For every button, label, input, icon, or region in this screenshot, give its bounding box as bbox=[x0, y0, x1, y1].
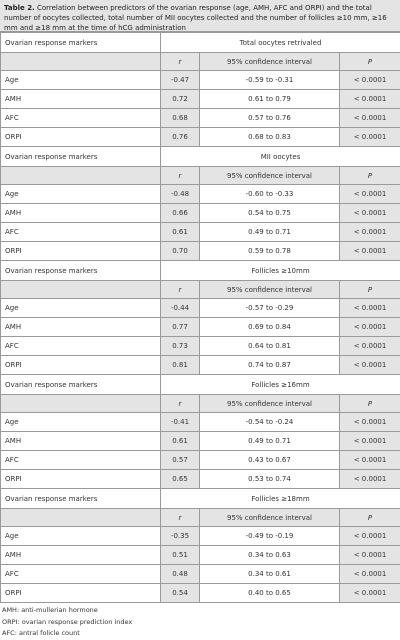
r-header: r bbox=[161, 167, 200, 185]
ci-cell: 0.40 to 0.65 bbox=[200, 584, 340, 603]
column-header-row bbox=[1, 53, 400, 71]
ci-header: 95% confidence interval bbox=[200, 53, 340, 71]
ci-cell: 0.49 to 0.71 bbox=[200, 223, 340, 242]
p-cell: < 0.0001 bbox=[340, 451, 400, 470]
p-cell: < 0.0001 bbox=[340, 71, 400, 90]
p-cell: < 0.0001 bbox=[340, 413, 400, 432]
section-title: Follicles ≥18mm bbox=[161, 489, 400, 509]
ci-cell: 0.49 to 0.71 bbox=[200, 432, 340, 451]
marker-cell: AMH bbox=[1, 318, 161, 337]
table-row bbox=[1, 318, 400, 337]
marker-cell: ORPI bbox=[1, 470, 161, 489]
p-cell: < 0.0001 bbox=[340, 527, 400, 546]
r-cell: 0.77 bbox=[161, 318, 200, 337]
footnote-orpi: ORPI: ovarian response prediction index bbox=[2, 617, 398, 629]
table-row bbox=[1, 71, 400, 90]
r-header: r bbox=[161, 395, 200, 413]
p-cell: < 0.0001 bbox=[340, 90, 400, 109]
ci-header: 95% confidence interval bbox=[200, 167, 340, 185]
ci-cell: -0.49 to -0.19 bbox=[200, 527, 340, 546]
marker-cell: AMH bbox=[1, 546, 161, 565]
footnotes bbox=[0, 603, 400, 640]
ci-cell: 0.61 to 0.79 bbox=[200, 90, 340, 109]
ci-cell: -0.60 to -0.33 bbox=[200, 185, 340, 204]
table-row bbox=[1, 527, 400, 546]
ci-cell: 0.34 to 0.61 bbox=[200, 565, 340, 584]
table-row bbox=[1, 584, 400, 603]
blank-header bbox=[1, 281, 161, 299]
r-cell: -0.41 bbox=[161, 413, 200, 432]
p-cell: < 0.0001 bbox=[340, 223, 400, 242]
table-row bbox=[1, 299, 400, 318]
section-header-row bbox=[1, 33, 400, 53]
ci-header: 95% confidence interval bbox=[200, 509, 340, 527]
table-row bbox=[1, 128, 400, 147]
column-header-row bbox=[1, 281, 400, 299]
section-header-row bbox=[1, 147, 400, 167]
r-cell: 0.70 bbox=[161, 242, 200, 261]
column-header-row bbox=[1, 167, 400, 185]
table-row bbox=[1, 204, 400, 223]
r-cell: 0.81 bbox=[161, 356, 200, 375]
section-header-row bbox=[1, 375, 400, 395]
ci-cell: 0.74 to 0.87 bbox=[200, 356, 340, 375]
markers-header: Ovarian response markers bbox=[1, 147, 161, 167]
markers-header: Ovarian response markers bbox=[1, 489, 161, 509]
p-cell: < 0.0001 bbox=[340, 337, 400, 356]
marker-cell: Age bbox=[1, 413, 161, 432]
table-row bbox=[1, 242, 400, 261]
marker-cell: ORPI bbox=[1, 356, 161, 375]
marker-cell: AFC bbox=[1, 223, 161, 242]
footnote-afc: AFC: antral folicle count bbox=[2, 628, 398, 640]
ci-cell: 0.34 to 0.63 bbox=[200, 546, 340, 565]
p-cell: < 0.0001 bbox=[340, 356, 400, 375]
p-cell: < 0.0001 bbox=[340, 584, 400, 603]
ci-cell: 0.43 to 0.67 bbox=[200, 451, 340, 470]
marker-cell: AFC bbox=[1, 109, 161, 128]
p-cell: < 0.0001 bbox=[340, 242, 400, 261]
section-header-row bbox=[1, 489, 400, 509]
table-row bbox=[1, 185, 400, 204]
ci-cell: 0.53 to 0.74 bbox=[200, 470, 340, 489]
p-cell: < 0.0001 bbox=[340, 565, 400, 584]
blank-header bbox=[1, 53, 161, 71]
ci-cell: 0.64 to 0.81 bbox=[200, 337, 340, 356]
marker-cell: ORPI bbox=[1, 242, 161, 261]
ci-header: 95% confidence interval bbox=[200, 281, 340, 299]
r-cell: 0.73 bbox=[161, 337, 200, 356]
r-cell: 0.68 bbox=[161, 109, 200, 128]
blank-header bbox=[1, 167, 161, 185]
column-header-row bbox=[1, 509, 400, 527]
table-row bbox=[1, 109, 400, 128]
section-title: Follicles ≥16mm bbox=[161, 375, 400, 395]
r-cell: 0.51 bbox=[161, 546, 200, 565]
ci-cell: 0.68 to 0.83 bbox=[200, 128, 340, 147]
table-row bbox=[1, 90, 400, 109]
table-row bbox=[1, 223, 400, 242]
caption-text: Correlation between predictors of the ovarian response (age, AMH, AFC and ORPI) and the total number of oocytes collected, total number of MII oocytes collected and the number of follicles ≥10 mm, ≥16 mm and ≥18 mm at the time of hCG administration bbox=[4, 4, 387, 32]
marker-cell: Age bbox=[1, 185, 161, 204]
ci-cell: 0.54 to 0.75 bbox=[200, 204, 340, 223]
blank-header bbox=[1, 509, 161, 527]
p-cell: < 0.0001 bbox=[340, 546, 400, 565]
marker-cell: ORPI bbox=[1, 128, 161, 147]
marker-cell: Age bbox=[1, 527, 161, 546]
r-cell: 0.72 bbox=[161, 90, 200, 109]
section-title: Total oocytes retrivaled bbox=[161, 33, 400, 53]
marker-cell: AMH bbox=[1, 204, 161, 223]
r-cell: 0.57 bbox=[161, 451, 200, 470]
r-cell: -0.35 bbox=[161, 527, 200, 546]
table-row bbox=[1, 546, 400, 565]
r-header: r bbox=[161, 53, 200, 71]
r-cell: 0.61 bbox=[161, 432, 200, 451]
marker-cell: AMH bbox=[1, 90, 161, 109]
marker-cell: Age bbox=[1, 299, 161, 318]
marker-cell: AFC bbox=[1, 565, 161, 584]
marker-cell: AMH bbox=[1, 432, 161, 451]
footnote-amh: AMH: anti-mullerian hormone bbox=[2, 605, 398, 617]
p-cell: < 0.0001 bbox=[340, 109, 400, 128]
p-cell: < 0.0001 bbox=[340, 318, 400, 337]
p-header: P bbox=[340, 53, 400, 71]
p-header: P bbox=[340, 281, 400, 299]
r-cell: 0.66 bbox=[161, 204, 200, 223]
r-header: r bbox=[161, 281, 200, 299]
column-header-row bbox=[1, 395, 400, 413]
table-row bbox=[1, 337, 400, 356]
table-row bbox=[1, 470, 400, 489]
p-cell: < 0.0001 bbox=[340, 185, 400, 204]
p-cell: < 0.0001 bbox=[340, 299, 400, 318]
markers-header: Ovarian response markers bbox=[1, 33, 161, 53]
ci-cell: -0.59 to -0.31 bbox=[200, 71, 340, 90]
r-cell: -0.44 bbox=[161, 299, 200, 318]
correlation-table bbox=[0, 32, 400, 603]
section-title: Follicles ≥10mm bbox=[161, 261, 400, 281]
ci-cell: 0.69 to 0.84 bbox=[200, 318, 340, 337]
p-cell: < 0.0001 bbox=[340, 470, 400, 489]
ci-cell: -0.54 to -0.24 bbox=[200, 413, 340, 432]
marker-cell: AFC bbox=[1, 337, 161, 356]
p-header: P bbox=[340, 509, 400, 527]
p-cell: < 0.0001 bbox=[340, 128, 400, 147]
table-row bbox=[1, 413, 400, 432]
ci-cell: -0.57 to -0.29 bbox=[200, 299, 340, 318]
section-header-row bbox=[1, 261, 400, 281]
p-cell: < 0.0001 bbox=[340, 204, 400, 223]
ci-cell: 0.57 to 0.76 bbox=[200, 109, 340, 128]
table-row bbox=[1, 432, 400, 451]
r-cell: 0.54 bbox=[161, 584, 200, 603]
r-cell: 0.65 bbox=[161, 470, 200, 489]
r-cell: -0.47 bbox=[161, 71, 200, 90]
blank-header bbox=[1, 395, 161, 413]
marker-cell: Age bbox=[1, 71, 161, 90]
r-header: r bbox=[161, 509, 200, 527]
table-body bbox=[1, 33, 400, 603]
section-title: MII oocytes bbox=[161, 147, 400, 167]
marker-cell: ORPI bbox=[1, 584, 161, 603]
ci-header: 95% confidence interval bbox=[200, 395, 340, 413]
p-header: P bbox=[340, 167, 400, 185]
markers-header: Ovarian response markers bbox=[1, 375, 161, 395]
table-caption bbox=[0, 0, 400, 32]
table-row bbox=[1, 356, 400, 375]
r-cell: -0.48 bbox=[161, 185, 200, 204]
table-row bbox=[1, 451, 400, 470]
p-header: P bbox=[340, 395, 400, 413]
p-cell: < 0.0001 bbox=[340, 432, 400, 451]
markers-header: Ovarian response markers bbox=[1, 261, 161, 281]
ci-cell: 0.59 to 0.78 bbox=[200, 242, 340, 261]
r-cell: 0.48 bbox=[161, 565, 200, 584]
caption-label: Table 2. bbox=[4, 4, 35, 12]
table-row bbox=[1, 565, 400, 584]
r-cell: 0.61 bbox=[161, 223, 200, 242]
marker-cell: AFC bbox=[1, 451, 161, 470]
r-cell: 0.76 bbox=[161, 128, 200, 147]
